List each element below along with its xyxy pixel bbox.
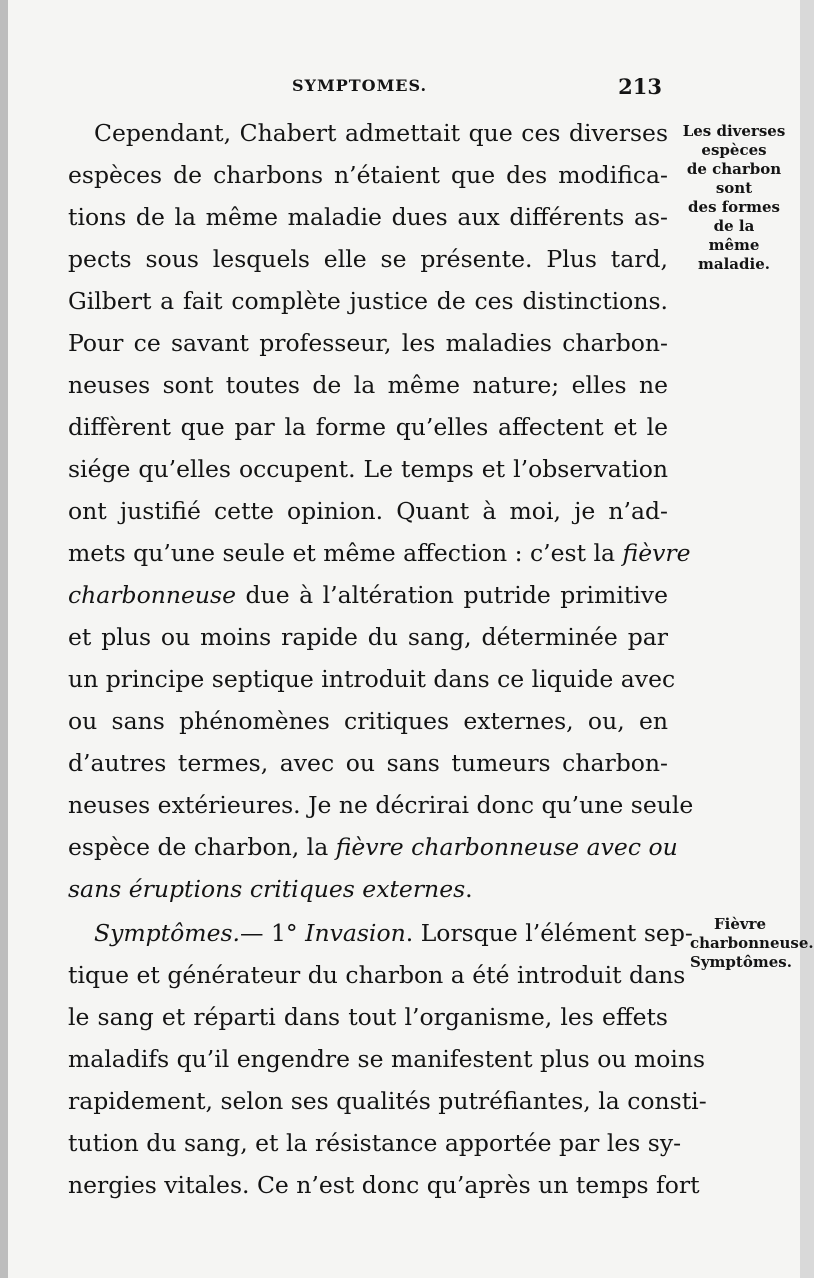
margin-note-fievre-charbonneuse: [690, 915, 814, 972]
text-line: [68, 912, 693, 954]
margin-note-line: Fièvre: [713, 915, 767, 933]
subsection-heading: Invasion: [305, 919, 406, 947]
text-line: neuses sont toutes de la même nature; elles ne: [68, 371, 668, 399]
text-line: neuses extérieures. Je ne décrirai donc qu’une seule: [68, 791, 694, 819]
text-segment: . Lorsque l’élément sep-: [405, 919, 693, 947]
text-line: rapidement, selon ses qualités putréfiantes, la consti-: [68, 1087, 707, 1115]
text-segment: mets qu’une seule et même affection : c’est la: [68, 539, 616, 567]
running-title: SYMPTOMES.: [292, 76, 428, 95]
text-line: [68, 826, 678, 868]
text-line: [68, 574, 668, 616]
margin-note-line: Symptômes.: [690, 953, 792, 971]
text-line: siége qu’elles occupent. Le temps et l’observation: [68, 455, 668, 483]
text-line: Pour ce savant professeur, les maladies charbon-: [68, 329, 668, 357]
text-segment: espèce de charbon, la: [68, 833, 336, 861]
text-line: espèces de charbons n’étaient que des modifica-: [68, 161, 668, 189]
italic-segment: fièvre charbonneuse avec ou: [335, 833, 678, 861]
text-line: [68, 868, 668, 910]
text-line: nergies vitales. Ce n’est donc qu’après un temps fort: [68, 1171, 700, 1199]
text-line: diffèrent que par la forme qu’elles affectent et le: [68, 413, 668, 441]
text-line: et plus ou moins rapide du sang, déterminée par: [68, 623, 668, 651]
margin-note-line: des formes: [688, 198, 780, 216]
margin-note-line: charbonneuse.: [690, 934, 814, 952]
page-number: 213: [618, 74, 662, 99]
book-page: [8, 0, 814, 1278]
text-line: ont justifié cette opinion. Quant à moi, je n’ad-: [68, 497, 668, 525]
margin-note-line: espèces: [701, 141, 767, 159]
text-line: d’autres termes, avec ou sans tumeurs charbon-: [68, 749, 668, 777]
margin-note-line: Les diverses: [682, 122, 786, 140]
text-segment: due à l’altération putride primitive: [236, 581, 668, 609]
page-gutter-shadow: [0, 0, 8, 1278]
text-line: pects sous lesquels elle se présente. Plus tard,: [68, 245, 668, 273]
italic-segment: charbonneuse: [68, 581, 237, 609]
text-line: ou sans phénomènes critiques externes, ou, en: [68, 707, 668, 735]
margin-note-line: même maladie.: [698, 236, 770, 273]
text-line: maladifs qu’il engendre se manifestent plus ou moins: [68, 1045, 706, 1073]
text-line: tions de la même maladie dues aux différents as-: [68, 203, 668, 231]
text-segment: .: [465, 875, 473, 903]
italic-segment: sans éruptions critiques externes: [68, 875, 466, 903]
text-line: tique et générateur du charbon a été introduit dans: [68, 961, 686, 989]
text-segment: — 1°: [240, 919, 306, 947]
text-line: Gilbert a fait complète justice de ces distinctions.: [68, 287, 668, 315]
section-heading: Symptômes.: [94, 919, 241, 947]
text-line: [68, 532, 691, 574]
text-line: Cependant, Chabert admettait que ces diverses: [94, 119, 668, 147]
text-line: un principe septique introduit dans ce liquide avec: [68, 665, 676, 693]
italic-segment: fièvre: [622, 539, 691, 567]
page-header: [68, 74, 666, 98]
margin-note-line: de charbon sont: [686, 160, 782, 197]
margin-note-diverses-especes: [678, 122, 790, 274]
text-line: tution du sang, et la résistance apportée par les sy-: [68, 1129, 682, 1157]
text-line: le sang et réparti dans tout l’organisme, les effets: [68, 1003, 668, 1031]
margin-note-line: de la: [713, 217, 755, 235]
body-text: [68, 112, 707, 1206]
